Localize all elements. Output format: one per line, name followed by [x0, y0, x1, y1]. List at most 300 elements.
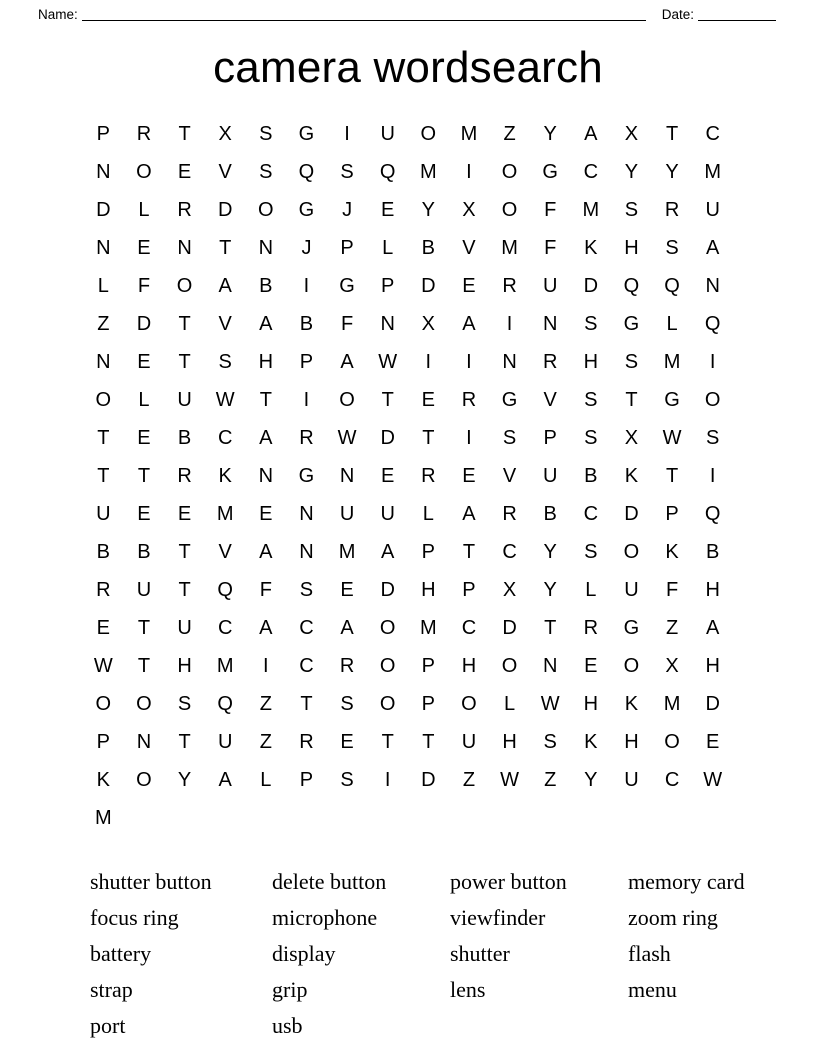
grid-cell: R: [583, 617, 599, 640]
grid-cell: Y: [543, 123, 557, 146]
word-list-column: [90, 864, 272, 1044]
grid-cell: H: [705, 579, 720, 602]
grid-cell: B: [96, 541, 110, 564]
grid-cell: N: [96, 237, 111, 260]
grid-cell: P: [462, 579, 476, 602]
word-list-column: [450, 864, 628, 1044]
grid-cell: T: [97, 427, 110, 450]
grid-cell: D: [136, 313, 152, 336]
grid-cell: F: [665, 579, 679, 602]
grid-cell: Q: [704, 313, 721, 336]
grid-cell: Q: [217, 579, 233, 602]
grid-cell: S: [340, 693, 354, 716]
grid-cell: G: [298, 465, 315, 488]
word-list-item: memory card: [628, 869, 745, 895]
grid-cell: E: [137, 503, 151, 526]
grid-cell: T: [381, 389, 394, 412]
grid-cell: T: [625, 389, 638, 412]
grid-cell: P: [340, 237, 354, 260]
grid-cell: S: [584, 389, 598, 412]
grid-cell: E: [381, 465, 395, 488]
grid-cell: T: [665, 123, 679, 146]
grid-cell: P: [421, 541, 435, 564]
grid-cell: C: [705, 123, 720, 146]
grid-cell: B: [584, 465, 598, 488]
grid-cell: W: [703, 769, 723, 792]
grid-cell: N: [705, 275, 720, 298]
grid-cell: I: [709, 465, 716, 488]
grid-cell: A: [584, 123, 598, 146]
grid-cell: D: [96, 199, 111, 222]
grid-cell: X: [218, 123, 232, 146]
grid-cell: V: [462, 237, 476, 260]
grid-cell: Y: [543, 541, 557, 564]
grid-cell: R: [339, 655, 355, 678]
page-title: camera wordsearch: [213, 43, 603, 92]
grid-cell: E: [381, 199, 395, 222]
grid-cell: R: [461, 389, 477, 412]
grid-cell: C: [583, 161, 599, 184]
grid-cell: C: [502, 541, 517, 564]
grid-cell: W: [337, 427, 357, 450]
grid-cell: A: [706, 617, 720, 640]
word-list-item: microphone: [272, 905, 378, 931]
grid-cell: T: [259, 389, 272, 412]
grid-cell: U: [624, 579, 639, 602]
word-list-item: zoom ring: [628, 905, 718, 931]
grid-cell: C: [583, 503, 599, 526]
grid-cell: T: [178, 541, 191, 564]
grid-cell: N: [177, 237, 192, 260]
grid-cell: M: [419, 161, 437, 184]
grid-cell: B: [259, 275, 273, 298]
date-write-line: [698, 7, 776, 21]
wordsearch-grid: [83, 122, 733, 830]
grid-cell: U: [177, 389, 192, 412]
grid-cell: U: [705, 199, 720, 222]
grid-cell: H: [583, 693, 599, 716]
date-label: Date:: [661, 7, 694, 22]
grid-cell: V: [218, 541, 232, 564]
grid-cell: M: [663, 693, 681, 716]
grid-cell: L: [260, 769, 272, 792]
grid-cell: W: [500, 769, 519, 792]
grid-cell: E: [421, 389, 435, 412]
grid-cell: T: [219, 237, 232, 260]
grid-cell: K: [218, 465, 232, 488]
grid-cell: T: [178, 313, 191, 336]
word-list-item: port: [90, 1013, 126, 1039]
grid-cell: H: [624, 237, 639, 260]
grid-cell: P: [96, 123, 110, 146]
grid-cell: N: [299, 541, 314, 564]
grid-cell: M: [216, 503, 234, 526]
grid-cell: E: [340, 579, 354, 602]
grid-cell: O: [501, 161, 518, 184]
grid-cell: T: [178, 579, 191, 602]
grid-cell: D: [421, 275, 436, 298]
grid-cell: L: [666, 313, 678, 336]
grid-cell: T: [97, 465, 110, 488]
grid-cell: N: [542, 313, 558, 336]
grid-cell: C: [664, 769, 680, 792]
grid-cell: I: [466, 351, 472, 374]
word-list-item: battery: [90, 941, 152, 967]
grid-cell: T: [137, 465, 151, 488]
grid-cell: R: [542, 351, 558, 374]
word-list-item: delete button: [272, 869, 387, 895]
grid-cell: A: [259, 313, 273, 336]
grid-cell: K: [584, 731, 598, 754]
word-list-item: power button: [450, 869, 567, 895]
grid-cell: S: [259, 161, 273, 184]
grid-cell: E: [706, 731, 720, 754]
grid-cell: F: [259, 579, 272, 602]
grid-cell: O: [623, 655, 640, 678]
grid-cell: E: [96, 617, 110, 640]
grid-cell: D: [380, 579, 395, 602]
grid-cell: B: [177, 427, 192, 450]
grid-cell: D: [583, 275, 599, 298]
grid-cell: P: [96, 731, 110, 754]
grid-cell: M: [582, 199, 600, 222]
grid-cell: H: [705, 655, 720, 678]
grid-cell: A: [259, 541, 273, 564]
grid-cell: B: [299, 313, 314, 336]
grid-cell: S: [502, 427, 517, 450]
grid-cell: S: [340, 769, 354, 792]
grid-cell: S: [706, 427, 720, 450]
grid-cell: Y: [624, 161, 639, 184]
word-list-item: focus ring: [90, 905, 179, 931]
grid-cell: E: [584, 655, 598, 678]
word-list-item: shutter button: [90, 869, 212, 895]
grid-cell: S: [177, 693, 192, 716]
word-list: [52, 864, 764, 1044]
grid-cell: G: [542, 161, 558, 184]
grid-cell: M: [501, 237, 518, 260]
grid-cell: U: [177, 617, 192, 640]
grid-cell: K: [584, 237, 598, 260]
grid-cell: O: [461, 693, 477, 716]
grid-cell: G: [501, 389, 518, 412]
grid-cell: T: [381, 731, 394, 754]
grid-cell: Q: [704, 503, 721, 526]
grid-cell: N: [258, 237, 274, 260]
grid-cell: F: [544, 199, 557, 222]
grid-cell: M: [663, 351, 681, 374]
grid-cell: C: [217, 427, 233, 450]
grid-cell: A: [462, 503, 476, 526]
header-fields: [0, 0, 816, 22]
grid-cell: A: [259, 617, 273, 640]
grid-cell: K: [96, 769, 110, 792]
grid-cell: A: [340, 351, 354, 374]
grid-cell: O: [501, 199, 518, 222]
grid-cell: U: [339, 503, 355, 526]
grid-cell: G: [339, 275, 355, 298]
grid-cell: A: [218, 769, 232, 792]
grid-cell: M: [460, 123, 478, 146]
grid-cell: K: [665, 541, 679, 564]
grid-cell: P: [543, 427, 557, 450]
grid-cell: I: [506, 313, 513, 336]
grid-cell: R: [421, 465, 436, 488]
grid-cell: E: [340, 731, 354, 754]
grid-cell: H: [583, 351, 599, 374]
grid-cell: G: [664, 389, 680, 412]
grid-cell: R: [664, 199, 680, 222]
grid-cell: S: [584, 427, 598, 450]
grid-cell: C: [217, 617, 233, 640]
grid-cell: X: [421, 313, 435, 336]
grid-cell: P: [421, 655, 435, 678]
grid-cell: O: [136, 693, 152, 716]
grid-cell: Z: [503, 123, 516, 146]
grid-cell: E: [177, 503, 192, 526]
grid-cell: L: [138, 389, 150, 412]
grid-cell: E: [462, 275, 476, 298]
word-list-item: display: [272, 941, 336, 967]
grid-cell: F: [137, 275, 151, 298]
grid-cell: N: [380, 313, 395, 336]
grid-cell: S: [259, 123, 273, 146]
grid-cell: I: [263, 655, 269, 678]
grid-cell: O: [623, 541, 640, 564]
grid-cell: O: [379, 693, 396, 716]
grid-cell: Q: [217, 693, 233, 716]
word-list-item: grip: [272, 977, 308, 1003]
word-list-item: lens: [450, 977, 486, 1003]
grid-cell: P: [381, 275, 395, 298]
grid-cell: A: [259, 427, 273, 450]
grid-cell: W: [540, 693, 560, 716]
word-list-item: viewfinder: [450, 905, 546, 931]
grid-cell: Q: [298, 161, 315, 184]
grid-cell: O: [136, 769, 152, 792]
grid-cell: E: [462, 465, 476, 488]
grid-cell: S: [624, 199, 639, 222]
grid-cell: U: [136, 579, 152, 602]
word-list-item: usb: [272, 1013, 303, 1039]
grid-cell: Y: [584, 769, 598, 792]
grid-cell: I: [466, 427, 472, 450]
grid-cell: D: [217, 199, 233, 222]
grid-cell: I: [303, 275, 310, 298]
grid-cell: J: [301, 237, 312, 260]
grid-cell: H: [502, 731, 517, 754]
grid-cell: A: [462, 313, 476, 336]
grid-cell: R: [502, 275, 517, 298]
grid-cell: O: [176, 275, 193, 298]
grid-cell: U: [542, 275, 558, 298]
word-list-item: menu: [628, 977, 677, 1003]
grid-cell: E: [137, 427, 151, 450]
grid-cell: M: [94, 807, 112, 830]
word-list-item: shutter: [450, 941, 510, 967]
grid-cell: I: [303, 389, 310, 412]
grid-cell: L: [422, 503, 434, 526]
grid-cell: F: [544, 237, 557, 260]
grid-cell: U: [96, 503, 111, 526]
grid-cell: Z: [665, 617, 679, 640]
grid-cell: W: [662, 427, 682, 450]
grid-cell: X: [624, 427, 639, 450]
grid-cell: U: [217, 731, 233, 754]
grid-cell: Z: [462, 769, 476, 792]
grid-cell: D: [624, 503, 639, 526]
grid-cell: R: [96, 579, 111, 602]
grid-cell: E: [137, 237, 151, 260]
grid-cell: C: [299, 655, 314, 678]
grid-cell: D: [502, 617, 517, 640]
grid-cell: O: [258, 199, 274, 222]
grid-cell: J: [342, 199, 353, 222]
name-write-line: [82, 7, 646, 21]
grid-cell: W: [378, 351, 398, 374]
grid-cell: E: [177, 161, 192, 184]
grid-cell: I: [466, 161, 472, 184]
grid-cell: T: [422, 731, 435, 754]
grid-cell: H: [177, 655, 192, 678]
grid-cell: I: [344, 123, 350, 146]
grid-cell: T: [178, 731, 191, 754]
grid-cell: N: [96, 161, 111, 184]
grid-cell: T: [665, 465, 679, 488]
grid-cell: F: [340, 313, 354, 336]
grid-cell: U: [380, 503, 395, 526]
grid-cell: C: [299, 617, 314, 640]
grid-cell: E: [259, 503, 273, 526]
grid-cell: T: [178, 351, 191, 374]
grid-cell: T: [137, 617, 151, 640]
grid-cell: T: [462, 541, 476, 564]
name-label: Name:: [38, 7, 78, 22]
grid-cell: H: [461, 655, 477, 678]
grid-cell: O: [339, 389, 355, 412]
grid-cell: S: [584, 541, 598, 564]
grid-cell: W: [93, 655, 113, 678]
grid-cell: D: [421, 769, 436, 792]
grid-cell: Y: [421, 199, 435, 222]
grid-cell: G: [623, 617, 640, 640]
grid-cell: N: [96, 351, 111, 374]
grid-cell: V: [543, 389, 557, 412]
grid-cell: Z: [259, 693, 272, 716]
grid-cell: T: [422, 427, 435, 450]
grid-cell: A: [706, 237, 720, 260]
grid-cell: P: [299, 351, 314, 374]
grid-cell: Z: [544, 769, 557, 792]
grid-cell: O: [664, 731, 680, 754]
grid-cell: C: [461, 617, 477, 640]
grid-cell: G: [298, 199, 315, 222]
grid-cell: N: [258, 465, 274, 488]
grid-cell: U: [624, 769, 639, 792]
grid-cell: I: [709, 351, 716, 374]
grid-cell: O: [379, 617, 396, 640]
grid-cell: B: [421, 237, 435, 260]
grid-cell: O: [420, 123, 437, 146]
grid-cell: N: [542, 655, 558, 678]
grid-cell: T: [178, 123, 191, 146]
grid-cell: N: [136, 731, 152, 754]
grid-cell: V: [218, 313, 232, 336]
grid-cell: O: [95, 693, 112, 716]
grid-cell: R: [177, 199, 192, 222]
grid-cell: S: [624, 351, 639, 374]
grid-cell: D: [380, 427, 395, 450]
grid-cell: N: [502, 351, 517, 374]
grid-cell: P: [299, 769, 314, 792]
grid-cell: A: [340, 617, 354, 640]
grid-cell: L: [382, 237, 394, 260]
word-list-item: flash: [628, 941, 671, 967]
grid-cell: M: [419, 617, 437, 640]
grid-cell: X: [665, 655, 679, 678]
grid-cell: N: [339, 465, 355, 488]
grid-cell: Z: [259, 731, 272, 754]
grid-cell: K: [624, 693, 639, 716]
grid-cell: A: [218, 275, 232, 298]
grid-cell: R: [177, 465, 192, 488]
grid-cell: R: [502, 503, 517, 526]
grid-cell: O: [704, 389, 721, 412]
grid-cell: L: [138, 199, 150, 222]
grid-cell: Y: [177, 769, 192, 792]
grid-cell: I: [425, 351, 432, 374]
grid-cell: M: [704, 161, 722, 184]
grid-cell: H: [421, 579, 436, 602]
grid-cell: T: [137, 655, 151, 678]
grid-cell: Z: [97, 313, 110, 336]
grid-cell: O: [379, 655, 396, 678]
grid-cell: A: [381, 541, 395, 564]
grid-cell: T: [300, 693, 313, 716]
grid-cell: S: [340, 161, 354, 184]
grid-cell: U: [380, 123, 395, 146]
grid-cell: X: [624, 123, 639, 146]
grid-cell: G: [623, 313, 640, 336]
grid-cell: Y: [543, 579, 557, 602]
grid-cell: K: [624, 465, 639, 488]
grid-cell: V: [502, 465, 517, 488]
grid-cell: G: [298, 123, 315, 146]
grid-cell: W: [215, 389, 235, 412]
grid-cell: S: [218, 351, 232, 374]
grid-cell: B: [137, 541, 151, 564]
grid-cell: R: [299, 427, 314, 450]
grid-cell: O: [501, 655, 518, 678]
grid-cell: B: [706, 541, 720, 564]
word-list-column: [272, 864, 450, 1044]
grid-cell: Q: [623, 275, 640, 298]
grid-cell: L: [504, 693, 516, 716]
grid-cell: D: [705, 693, 720, 716]
grid-cell: S: [299, 579, 314, 602]
grid-cell: S: [665, 237, 679, 260]
grid-cell: O: [136, 161, 152, 184]
grid-cell: Q: [379, 161, 396, 184]
grid-cell: Y: [665, 161, 679, 184]
grid-cell: I: [384, 769, 391, 792]
grid-cell: R: [299, 731, 314, 754]
grid-cell: M: [216, 655, 234, 678]
grid-cell: T: [544, 617, 557, 640]
grid-cell: L: [585, 579, 597, 602]
grid-cell: V: [218, 161, 232, 184]
grid-cell: N: [299, 503, 314, 526]
